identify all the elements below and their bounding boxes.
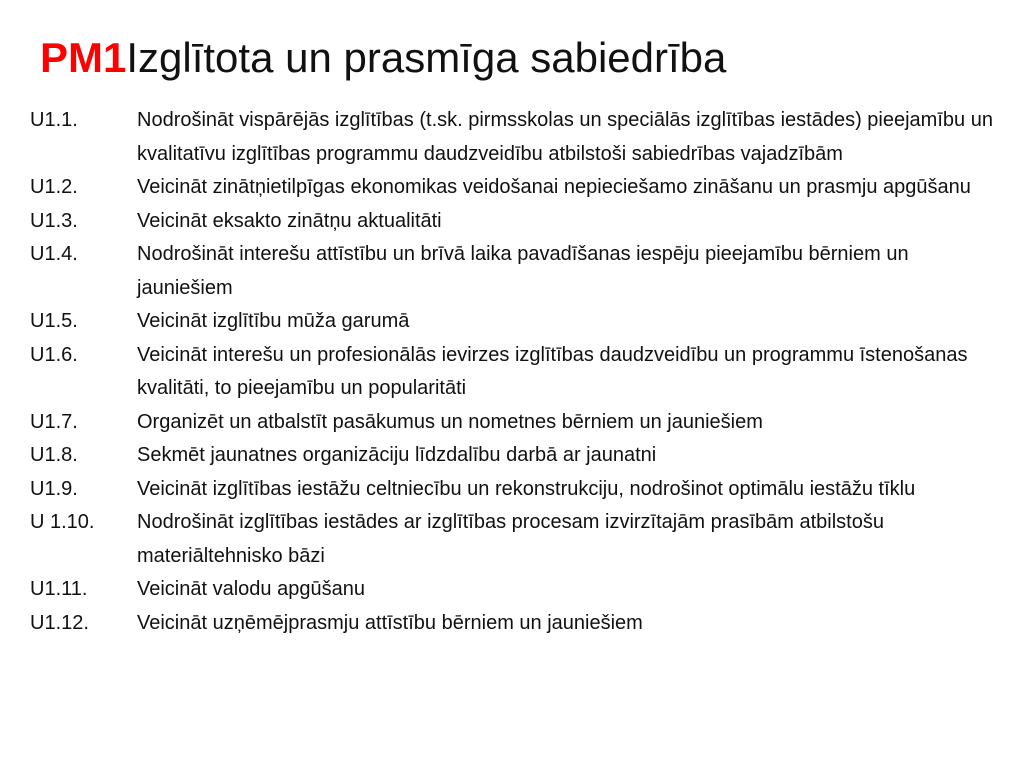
item-code: U1.2. (30, 176, 78, 198)
item-text: Nodrošināt vispārējās izglītības (t.sk. pirmsskolas un speciālās izglītības iestādes) pieejamību un kvalitatīvu izglītības programmu daudzveidību atbilstoši sabiedrības vajadzībām (137, 109, 993, 165)
slide-title (40, 28, 726, 88)
item-code: U1.4. (30, 243, 78, 265)
list-item (30, 473, 1000, 507)
item-text: Organizēt un atbalstīt pasākumus un nometnes bērniem un jauniešiem (137, 410, 763, 433)
item-text: Nodrošināt izglītības iestādes ar izglītības procesam izvirzītajām prasībām atbilstošu materiāltehnisko bāzi (137, 511, 884, 567)
item-text: Veicināt uzņēmējprasmju attīstību bērniem un jauniešiem (137, 611, 643, 634)
item-text: Sekmēt jaunatnes organizāciju līdzdalību darbā ar jaunatni (137, 444, 657, 466)
item-code: U1.9. (30, 477, 78, 500)
list-item (30, 339, 1000, 406)
item-text: Veicināt valodu apgūšanu (137, 578, 365, 600)
item-code: U1.5. (30, 310, 78, 332)
item-text: Veicināt izglītību mūža garumā (137, 310, 410, 332)
list-item (30, 439, 1000, 473)
list-item (30, 506, 1000, 573)
item-code: U1.12. (30, 611, 89, 634)
list-item (30, 305, 1000, 339)
item-text: Nodrošināt interešu attīstību un brīvā laika pavadīšanas iespēju pieejamību bērniem un jauniešiem (137, 243, 909, 299)
title-text: Izglītota un prasmīga sabiedrība (126, 34, 727, 81)
item-code: U1.6. (30, 343, 78, 366)
item-code: U1.7. (30, 410, 78, 433)
list-item (30, 607, 1000, 641)
title-code: PM1 (40, 34, 127, 81)
item-text: Veicināt eksakto zinātņu aktualitāti (137, 209, 442, 232)
item-code: U 1.10. (30, 511, 95, 533)
list-item (30, 104, 1000, 171)
item-code: U1.8. (30, 444, 78, 466)
list-item (30, 573, 1000, 607)
item-code: U1.1. (30, 109, 78, 131)
list-item (30, 205, 1000, 239)
item-code: U1.11. (30, 578, 88, 600)
item-text: Veicināt zinātņietilpīgas ekonomikas veidošanai nepieciešamo zināšanu un prasmju apgūšanu (137, 176, 971, 198)
item-code: U1.3. (30, 209, 78, 232)
task-list (30, 104, 1000, 640)
item-text: Veicināt izglītības iestāžu celtniecību un rekonstrukciju, nodrošinot optimālu iestāžu tīklu (137, 477, 916, 500)
list-item (30, 406, 1000, 440)
list-item (30, 238, 1000, 305)
item-text: Veicināt interešu un profesionālās ievirzes izglītības daudzveidību un programmu īstenošanas kvalitāti, to pieejamību un popularitāti (137, 343, 968, 399)
list-item (30, 171, 1000, 205)
